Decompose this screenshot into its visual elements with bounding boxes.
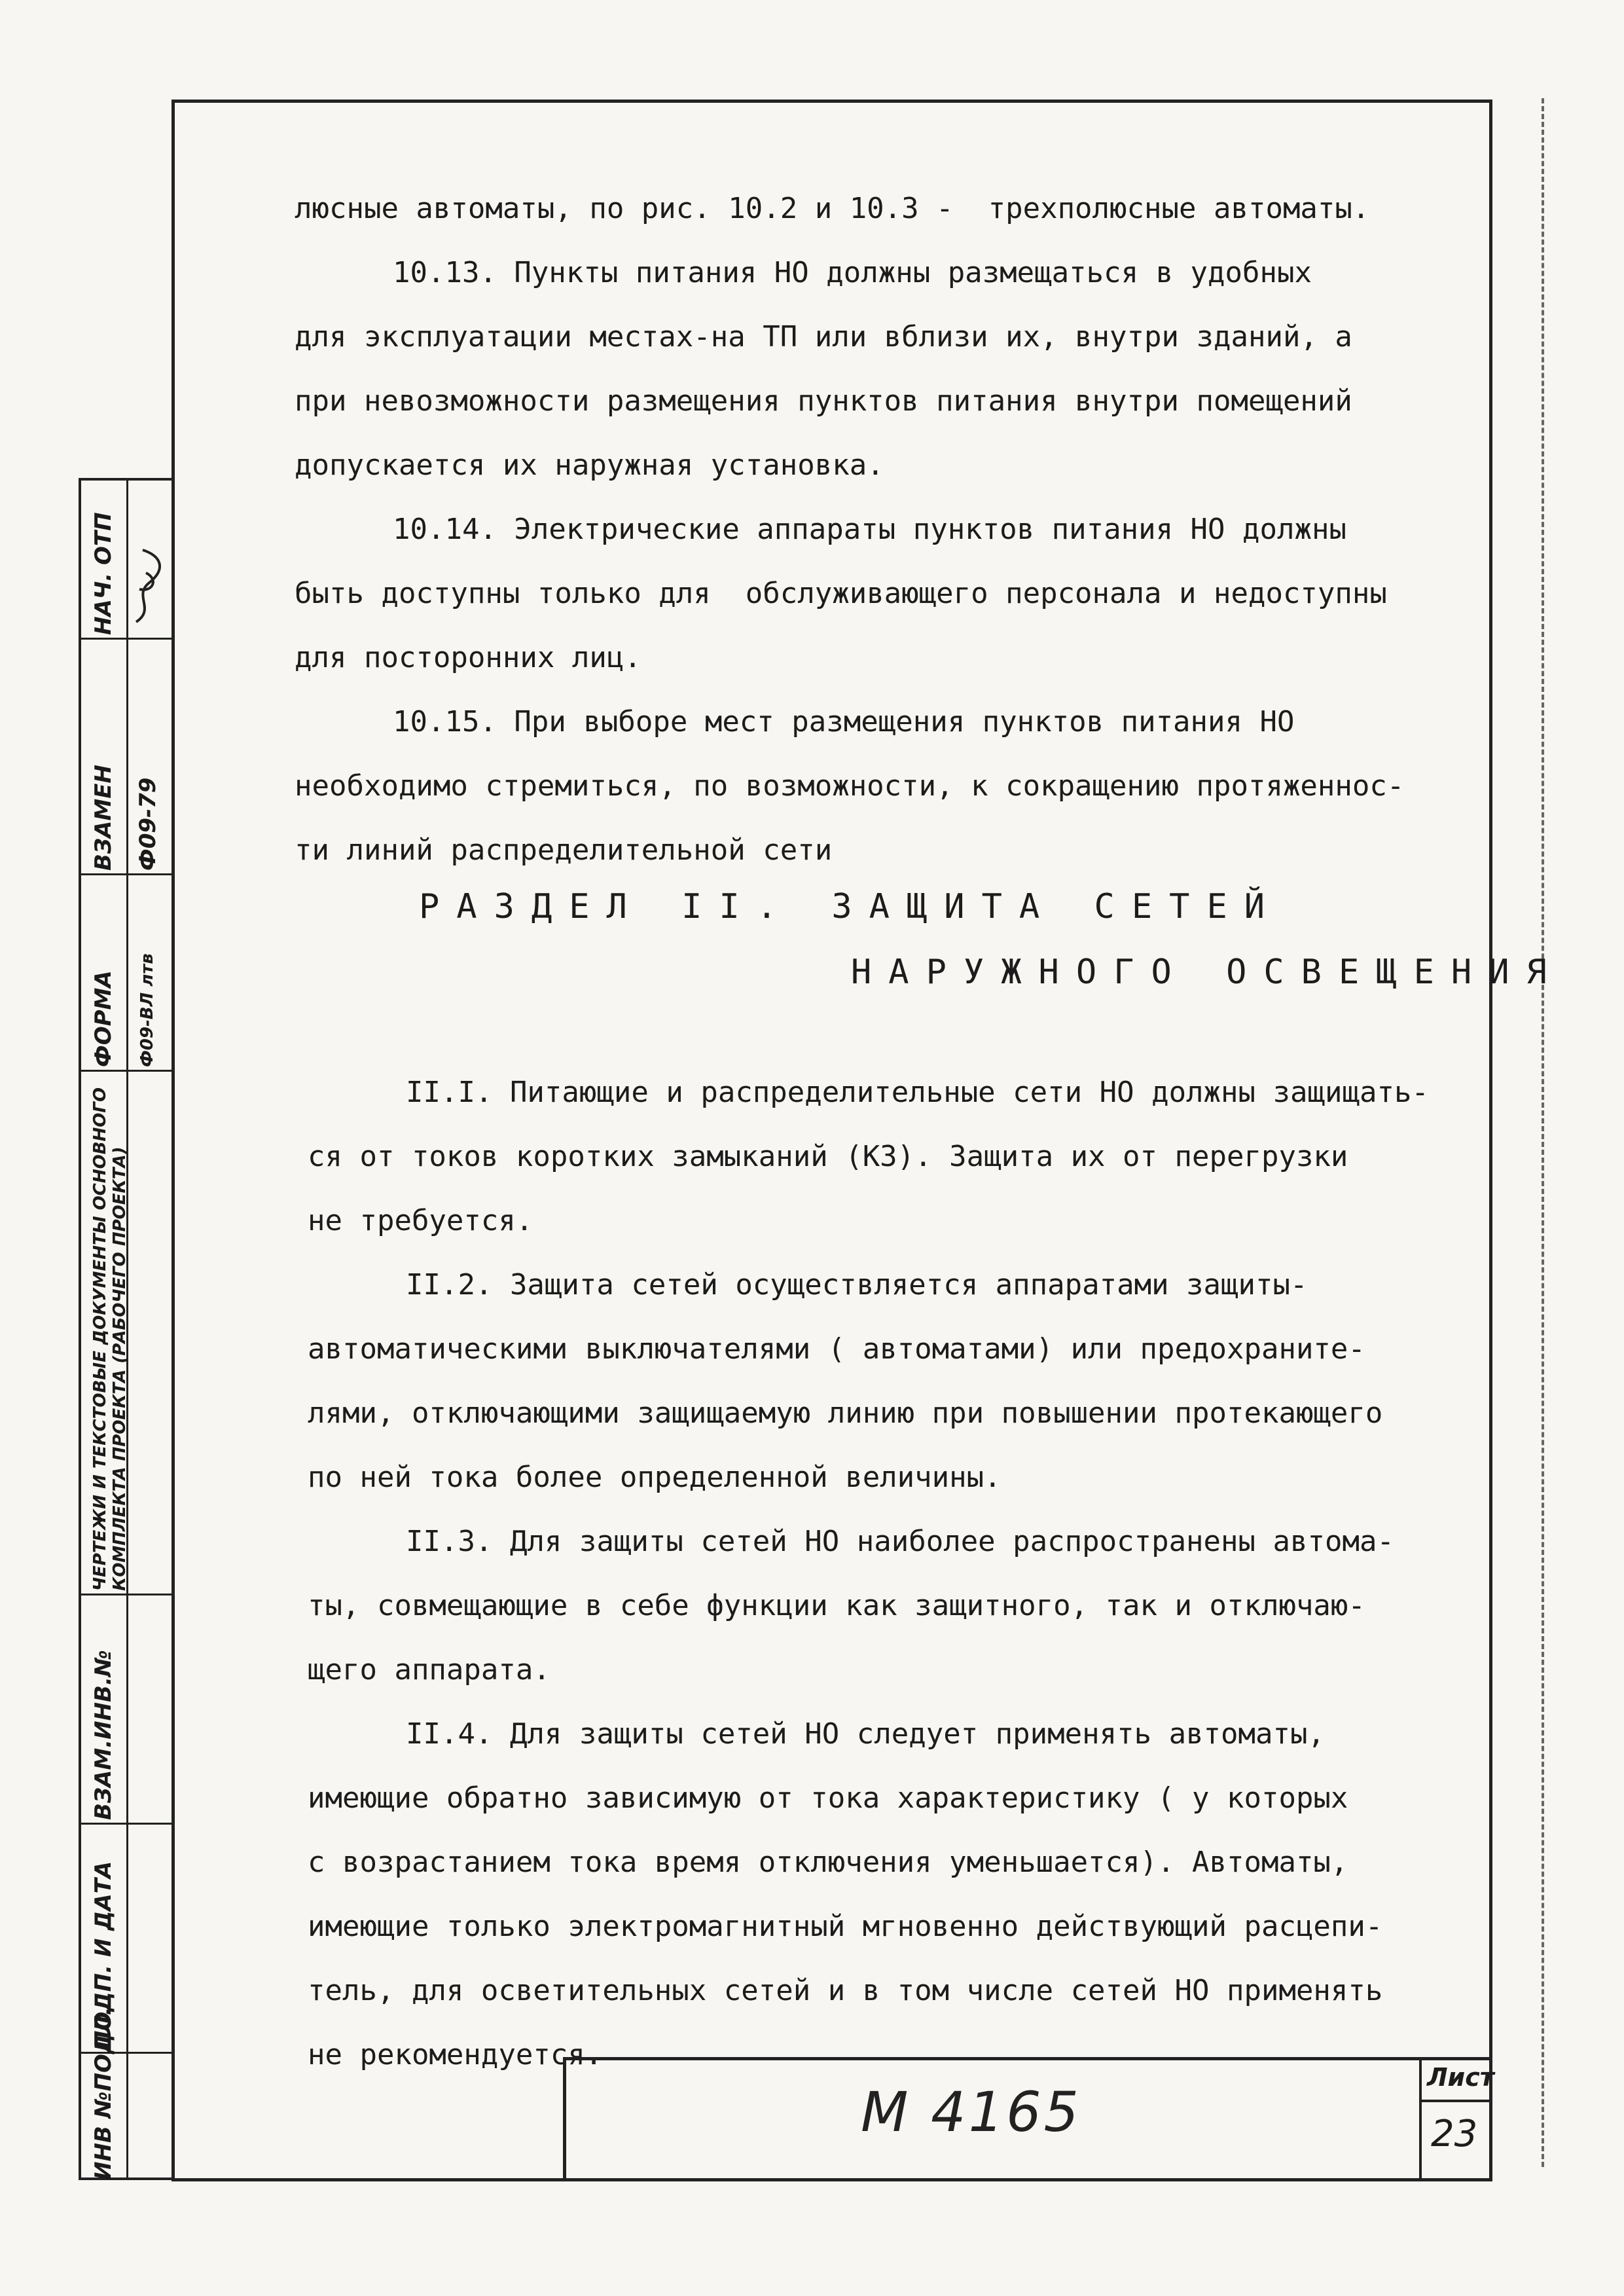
document-code: М 4165: [861, 2080, 1081, 2144]
stamp-form-label: ФОРМА: [90, 970, 117, 1067]
paragraph-line: имеющие обратно зависимую от тока характеристику ( у которых: [308, 1781, 1348, 1815]
paragraph-line: не требуется.: [308, 1204, 533, 1237]
paragraph-line: 10.13. Пункты питания НО должны размещаться в удобных: [393, 256, 1312, 289]
stamp-divider: [81, 873, 171, 875]
sheet-number: 23: [1431, 2113, 1478, 2155]
paragraph-line: для посторонних лиц.: [295, 641, 641, 674]
sheet-label: Лист: [1427, 2063, 1494, 2092]
paragraph-line: II.I. Питающие и распределительные сети НО должны защищать-: [406, 1076, 1429, 1109]
stamp-divider: [81, 638, 171, 640]
stamp-divider: [81, 1070, 171, 1072]
paragraph-line: допускается их наружная установка.: [295, 448, 884, 482]
section-heading: [419, 874, 1564, 1005]
stamp-drawings-docs: ЧЕРТЕЖИ И ТЕКСТОВЫЕ ДОКУМЕНТЫ ОСНОВНОГО КОМПЛЕКТА ПРОЕКТА (РАБОЧЕГО ПРОЕКТА): [90, 1087, 130, 1591]
stamp-divider: [81, 1594, 171, 1595]
paragraph-line: II.4. Для защиты сетей НО следует применять автоматы,: [406, 1717, 1325, 1751]
paragraph-line: не рекомендуется.: [308, 2038, 603, 2071]
body-text-top: [295, 177, 1473, 883]
stamp-instead-label: ВЗАМЕН: [90, 765, 117, 871]
stamp-inv-no: ИНВ №ПОДЛ.: [90, 2007, 117, 2180]
handwritten-signature: [130, 543, 169, 629]
stamp-sign-date: ПОДП. И ДАТА: [90, 1861, 117, 2049]
stamp-divider: [81, 1823, 171, 1825]
stamp-form-value: Ф09-ВЛ лтв: [137, 953, 157, 1067]
paragraph-line: люсные автоматы, по рис. 10.2 и 10.3 - трехполюсные автоматы.: [295, 192, 1370, 225]
title-block: [563, 2057, 1492, 2181]
paragraph-line: при невозможности размещения пунктов питания внутри помещений: [295, 384, 1352, 418]
paragraph-line: 10.14. Электрические аппараты пунктов питания НО должны: [393, 513, 1346, 546]
paragraph-line: ты, совмещающие в себе функции как защитного, так и отключаю-: [308, 1589, 1365, 1622]
paragraph-line: с возрастанием тока время отключения уменьшается). Автоматы,: [308, 1846, 1348, 1879]
stamp-instead-inv: ВЗАМ.ИНВ.№: [90, 1650, 117, 1820]
paragraph-line: по ней тока более определенной величины.: [308, 1461, 1001, 1494]
sheet-cell: [1419, 2060, 1492, 2181]
sheet-divider: [1422, 2100, 1492, 2102]
body-text-bottom: [308, 1061, 1486, 2087]
paragraph-line: имеющие только электромагнитный мгновенно действующий расцепи-: [308, 1910, 1383, 1943]
paragraph-line: автоматическими выключателями ( автоматами) или предохраните-: [308, 1332, 1365, 1366]
section-heading-line1: РАЗДЕЛ II. ЗАЩИТА СЕТЕЙ: [419, 887, 1282, 926]
paragraph-line: II.3. Для защиты сетей НО наиболее распространены автома-: [406, 1525, 1394, 1558]
margin-stamp: [79, 478, 171, 2180]
paragraph-line: необходимо стремиться, по возможности, к сокращению протяженнос-: [295, 769, 1405, 803]
paragraph-line: ся от токов коротких замыканий (КЗ). Защита их от перегрузки: [308, 1140, 1348, 1173]
paragraph-line: II.2. Защита сетей осуществляется аппаратами защиты-: [406, 1268, 1308, 1302]
paragraph-line: ти линий распределительной сети: [295, 833, 833, 867]
stamp-instead-value: Ф09-79: [135, 777, 161, 871]
paragraph-line: тель, для осветительных сетей и в том числе сетей НО применять: [308, 1974, 1383, 2007]
paragraph-line: для эксплуатации местах-на ТП или вблизи их, внутри зданий, а: [295, 320, 1352, 354]
paragraph-line: 10.15. При выборе мест размещения пунктов питания НО: [393, 705, 1295, 738]
paragraph-line: щего аппарата.: [308, 1653, 550, 1686]
paragraph-line: лями, отключающими защищаемую линию при повышении протекающего: [308, 1396, 1383, 1430]
section-heading-line2: НАРУЖНОГО ОСВЕЩЕНИЯ: [851, 953, 1564, 992]
paragraph-line: быть доступны только для обслуживающего персонала и недоступны: [295, 577, 1387, 610]
stamp-head-dept: НАЧ. ОТП: [90, 512, 117, 635]
right-edge-binding: [1542, 98, 1544, 2167]
